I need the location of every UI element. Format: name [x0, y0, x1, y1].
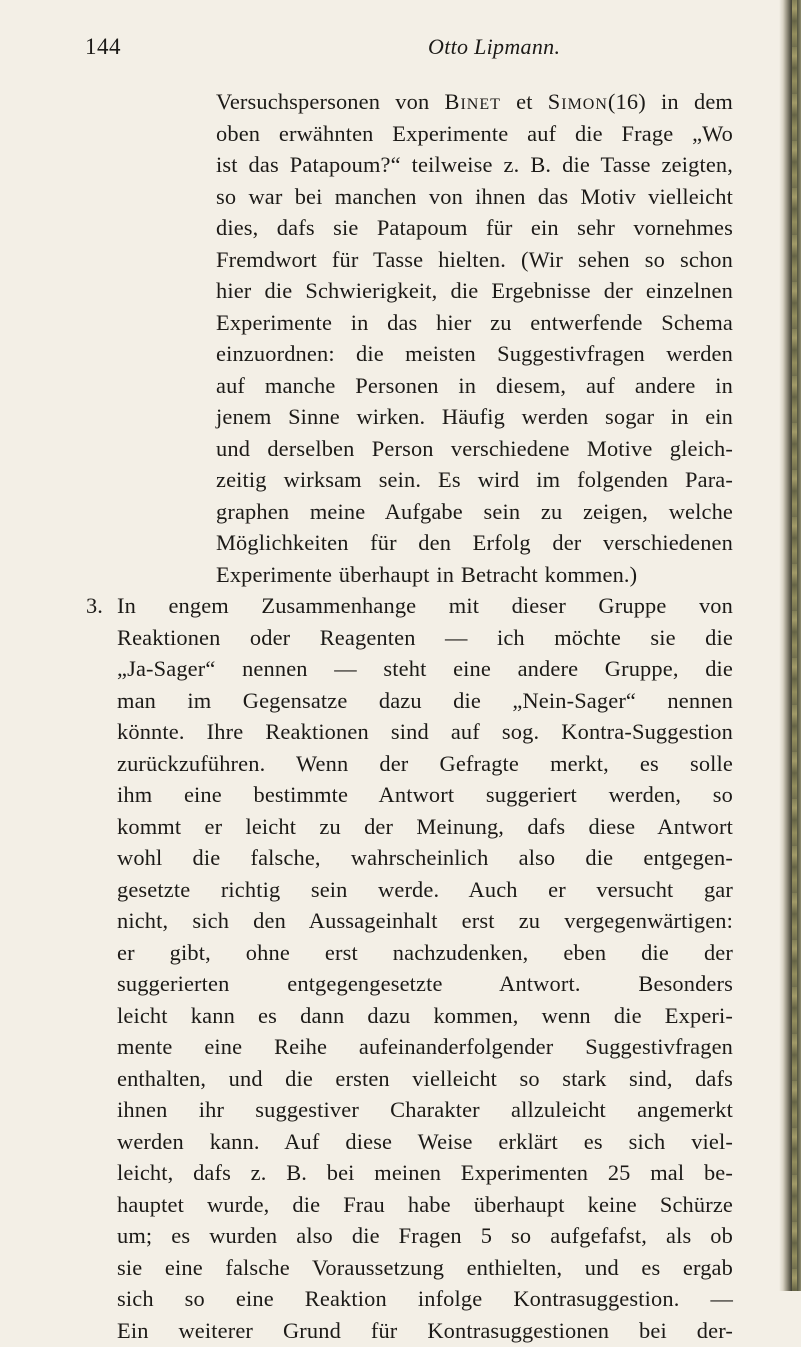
text-line: Reaktionen oder Reagenten — ich möchte sie die	[117, 624, 733, 650]
text-line: er gibt, ohne erst nachzudenken, eben die der	[117, 939, 733, 965]
text-line: zurückzuführen. Wenn der Gefragte merkt, es solle	[117, 750, 733, 776]
text-line: oben erwähnten Experimente auf die Frage „Wo	[216, 120, 733, 146]
author-name-binet: Binet	[444, 89, 501, 114]
text-line: hier die Schwierigkeit, die Ergebnisse der einzelnen	[216, 278, 733, 303]
text-line: suggerierten entgegengesetzte Antwort. Besonders	[117, 971, 733, 996]
text-line: hauptet wurde, die Frau habe überhaupt keine Schürze	[117, 1191, 733, 1217]
text-line: graphen meine Aufgabe sein zu zeigen, welche	[216, 498, 733, 524]
text-line: enthalten, und die ersten vielleicht so stark sind, dafs	[117, 1065, 733, 1091]
text-line: sich so eine Reaktion infolge Kontrasuggestion. —	[117, 1286, 733, 1311]
line-fragment: Versuchspersonen von	[216, 89, 445, 114]
text-line: In engem Zusammenhange mit dieser Gruppe von	[117, 593, 733, 618]
text-line: könnte. Ihre Reaktionen sind auf sog. Kontra-Suggestion	[117, 719, 733, 744]
text-line: jenem Sinne wirken. Häufig werden sogar in ein	[216, 404, 733, 429]
text-line: dies, dafs sie Patapoum für ein sehr vornehmes	[216, 215, 733, 240]
text-line: um; es wurden also die Fragen 5 so aufgefafst, als ob	[117, 1223, 733, 1248]
item-number: 3.	[86, 593, 103, 618]
page-number: 144	[85, 34, 121, 59]
author-name-simon: Simon	[547, 89, 608, 114]
text-line: Experimente überhaupt in Betracht kommen.)	[216, 561, 638, 587]
text-line: auf manche Personen in diesem, auf andere in	[216, 372, 733, 398]
text-line: man im Gegensatze dazu die „Nein-Sager“ nennen	[117, 687, 733, 713]
text-line: nicht, sich den Aussageinhalt erst zu vergegenwärtigen:	[117, 908, 733, 933]
text-line: Fremdwort für Tasse hielten. (Wir sehen so schon	[216, 246, 733, 272]
text-line: Möglichkeiten für den Erfolg der verschiedenen	[216, 530, 733, 555]
text-line: kommt er leicht zu der Meinung, dafs diese Antwort	[117, 813, 733, 839]
text-line: zeitig wirksam sein. Es wird im folgenden Para-	[216, 467, 733, 492]
line-fragment: (16) in dem	[607, 89, 733, 114]
book-binding-edge	[779, 0, 801, 1291]
text-line: „Ja-Sager“ nennen — steht eine andere Gruppe, die	[117, 656, 733, 681]
text-line: mente eine Reihe aufeinanderfolgender Suggestivfragen	[117, 1034, 733, 1059]
text-line: werden kann. Auf diese Weise erklärt es sich viel-	[117, 1128, 733, 1154]
running-title: Otto Lipmann.	[428, 34, 561, 59]
text-line: einzuordnen: die meisten Suggestivfragen werden	[216, 341, 733, 366]
text-line: leicht kann es dann dazu kommen, wenn die Experi-	[117, 1002, 733, 1028]
text-line: Ein weiterer Grund für Kontrasuggestionen bei der-	[117, 1317, 733, 1343]
text-line: ist das Patapoum?“ teilweise z. B. die Tasse zeigten,	[216, 152, 733, 177]
line-fragment: et	[500, 89, 548, 114]
text-line: gesetzte richtig sein werde. Auch er versucht gar	[117, 876, 733, 902]
text-line: wohl die falsche, wahrscheinlich also die entgegen-	[117, 845, 733, 870]
text-line	[216, 86, 733, 118]
text-line: sie eine falsche Voraussetzung enthielten, und es ergab	[117, 1254, 733, 1280]
text-line: leicht, dafs z. B. bei meinen Experimenten 25 mal be-	[117, 1160, 733, 1185]
text-line: Experimente in das hier zu entwerfende Schema	[216, 309, 733, 335]
text-line: und derselben Person verschiedene Motive gleich-	[216, 435, 733, 461]
page-header	[85, 34, 735, 66]
text-line: so war bei manchen von ihnen das Motiv vielleicht	[216, 183, 733, 209]
text-line: ihnen ihr suggestiver Charakter allzuleicht angemerkt	[117, 1097, 733, 1122]
text-line: ihm eine bestimmte Antwort suggeriert werden, so	[117, 782, 733, 807]
